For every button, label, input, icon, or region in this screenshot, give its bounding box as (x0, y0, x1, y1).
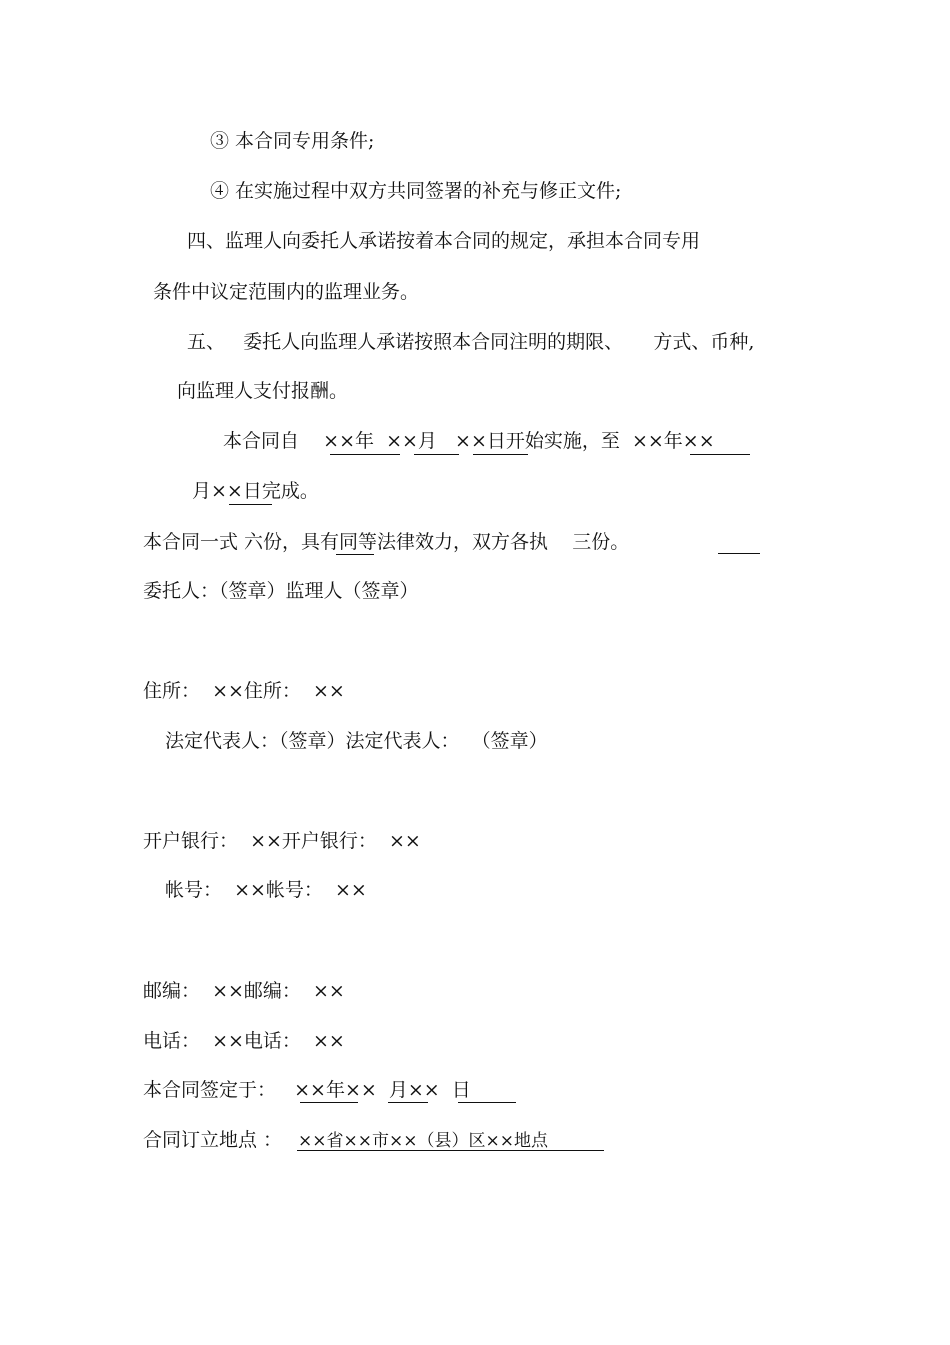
underline (336, 554, 374, 555)
legal-rep-line: 法定代表人：（签章）法定代表人： （签章） (165, 730, 548, 752)
signature-parties: 委托人：（签章）监理人（签章） (143, 580, 419, 602)
section-4-line-2: 条件中议定范围内的监理业务。 (153, 281, 420, 303)
signing-date: 本合同签定于： ××年×× 月×× 日 (143, 1079, 471, 1101)
section-5-line-2: 向监理人支付报酬。 (177, 380, 349, 402)
bank-line: 开户银行： ××开户银行： ×× (143, 830, 421, 852)
underline (458, 1102, 516, 1103)
underline (718, 553, 760, 554)
postcode-line: 邮编： ××邮编： ×× (143, 980, 345, 1002)
account-line: 帐号： ××帐号： ×× (165, 879, 367, 901)
underline (473, 454, 528, 455)
section-4-line-1: 四、监理人向委托人承诺按着本合同的规定，承担本合同专用 (187, 230, 701, 252)
signing-place-label: 合同订立地点 ： (143, 1129, 283, 1151)
term-line-2: 月××日完成。 (192, 480, 319, 502)
copies-statement: 本合同一式 六份，具有同等法律效力，双方各执 三份。 (143, 531, 630, 553)
underline (690, 454, 750, 455)
underline (330, 454, 400, 455)
address-line: 住所： ××住所： ×× (143, 680, 345, 702)
term-line-1: 本合同自 ××年 ××月 ××日开始实施，至 ××年×× (223, 430, 715, 452)
signing-place-value: ××省××市××（县）区××地点 (298, 1131, 548, 1151)
clause-item-3: ③ 本合同专用条件; (210, 130, 375, 152)
underline (300, 1102, 358, 1103)
clause-item-4: ④ 在实施过程中双方共同签署的补充与修正文件; (210, 180, 622, 202)
underline (414, 454, 459, 455)
underline (297, 1150, 604, 1151)
phone-line: 电话： ××电话： ×× (143, 1030, 345, 1052)
underline (229, 504, 272, 505)
section-5-line-1: 五、 委托人向监理人承诺按照本合同注明的期限、 方式、币种, (187, 331, 755, 353)
underline (388, 1102, 428, 1103)
